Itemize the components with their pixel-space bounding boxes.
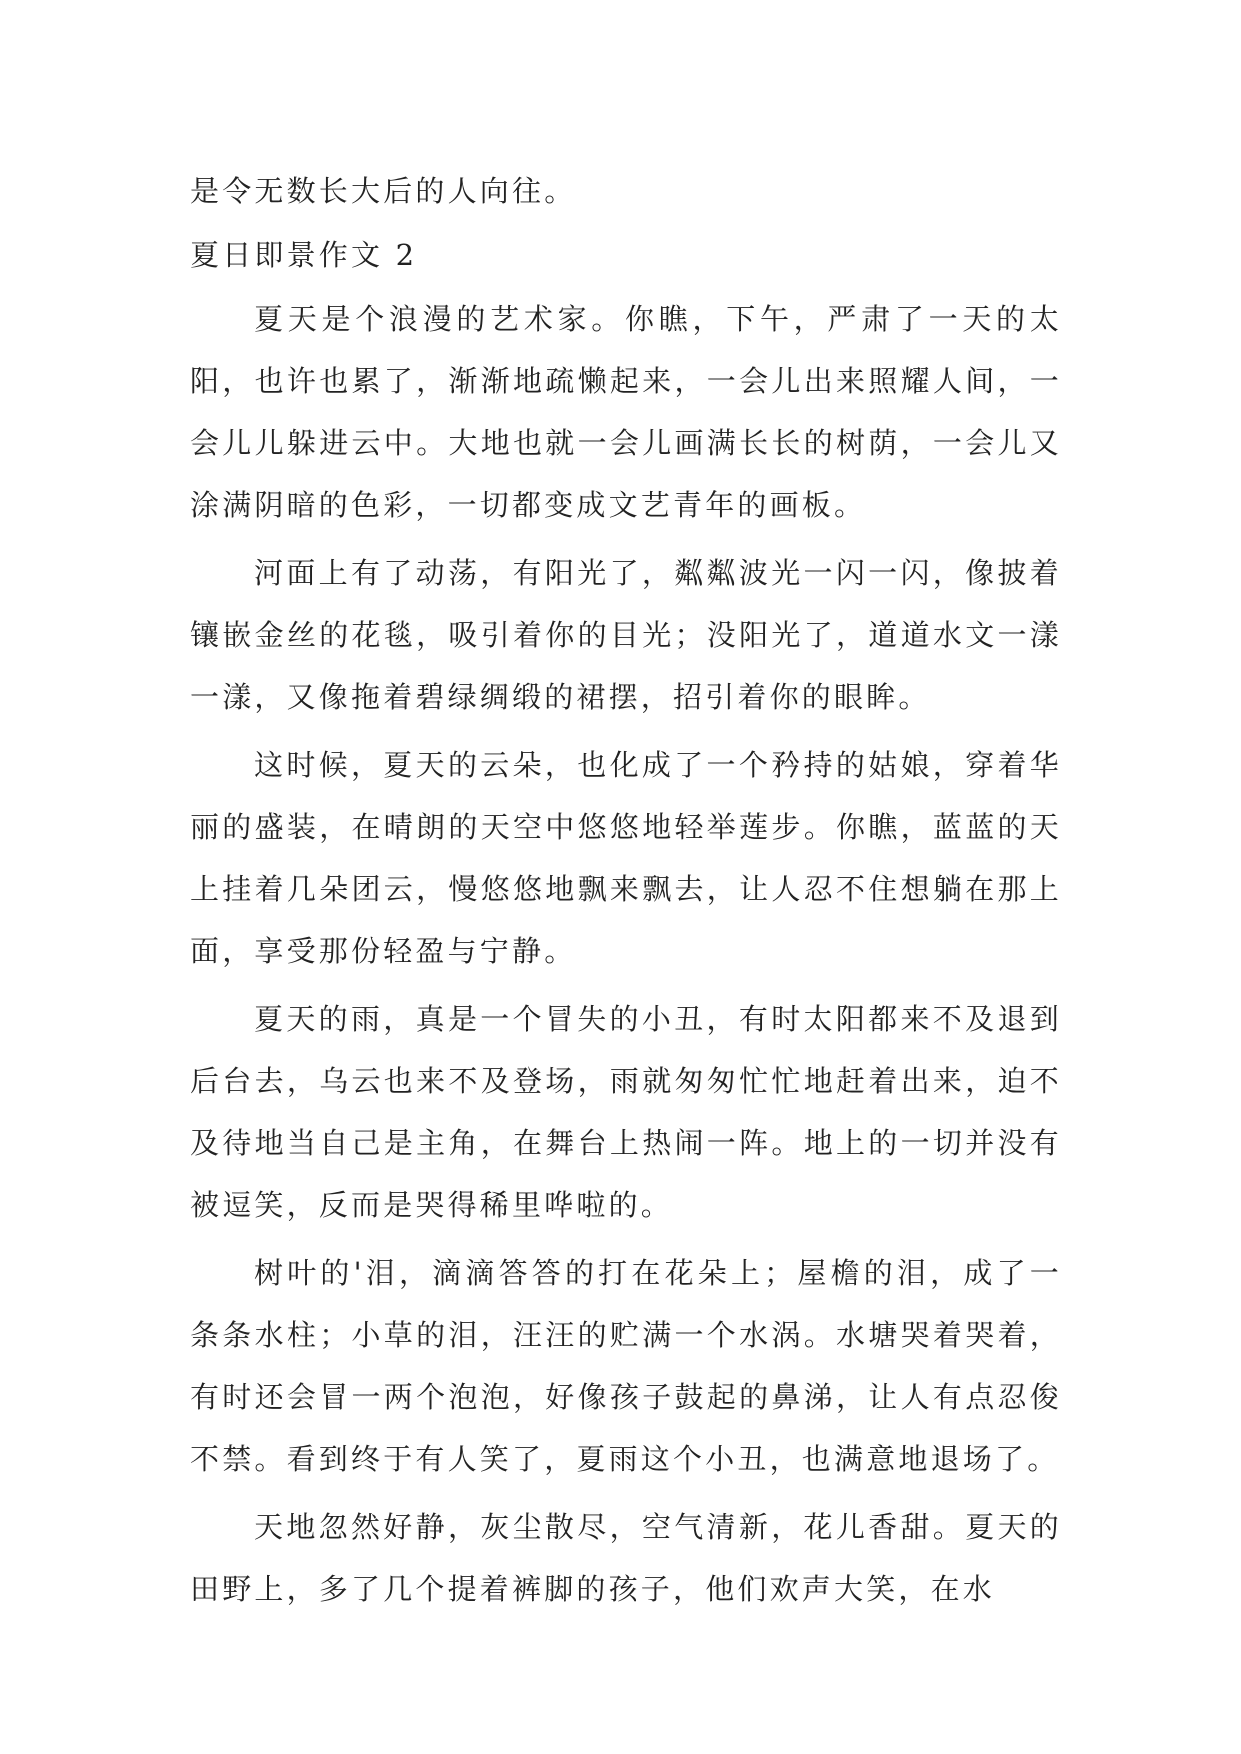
paragraph-5: 树叶的'泪，滴滴答答的打在花朵上；屋檐的泪，成了一条条水柱；小草的泪，汪汪的贮满一个水涡。水塘哭着哭着，有时还会冒一两个泡泡，好像孩子鼓起的鼻涕，让人有点忍俊不禁。看到终于有人笑了，夏雨这个小丑，也满意地退场了。	[190, 1256, 1062, 1476]
paragraph-4: 夏天的雨，真是一个冒失的小丑，有时太阳都来不及退到后台去，乌云也来不及登场，雨就匆匆忙忙地赶着出来，迫不及待地当自己是主角，在舞台上热闹一阵。地上的一切并没有被逗笑，反而是哭得稀里哗啦的。	[190, 1002, 1062, 1222]
document-body	[190, 160, 1062, 1626]
paragraph-3: 这时候，夏天的云朵，也化成了一个矜持的姑娘，穿着华丽的盛装，在晴朗的天空中悠悠地轻举莲步。你瞧，蓝蓝的天上挂着几朵团云，慢悠悠地飘来飘去，让人忍不住想躺在那上面，享受那份轻盈与宁静。	[190, 748, 1062, 968]
essay-title: 夏日即景作文 2	[190, 238, 418, 272]
paragraph-1: 夏天是个浪漫的艺术家。你瞧，下午，严肃了一天的太阳，也许也累了，渐渐地疏懒起来，一会儿出来照耀人间，一会儿儿躲进云中。大地也就一会儿画满长长的树荫，一会儿又涂满阴暗的色彩，一切都变成文艺青年的画板。	[190, 302, 1062, 522]
paragraph-2: 河面上有了动荡，有阳光了，粼粼波光一闪一闪，像披着镶嵌金丝的花毯，吸引着你的目光；没阳光了，道道水文一漾一漾，又像拖着碧绿绸缎的裙摆，招引着你的眼眸。	[190, 556, 1062, 714]
paragraph-6: 天地忽然好静，灰尘散尽，空气清新，花儿香甜。夏天的田野上，多了几个提着裤脚的孩子，他们欢声大笑，在水	[190, 1510, 1062, 1606]
continuation-line: 是令无数长大后的人向往。	[190, 174, 577, 208]
